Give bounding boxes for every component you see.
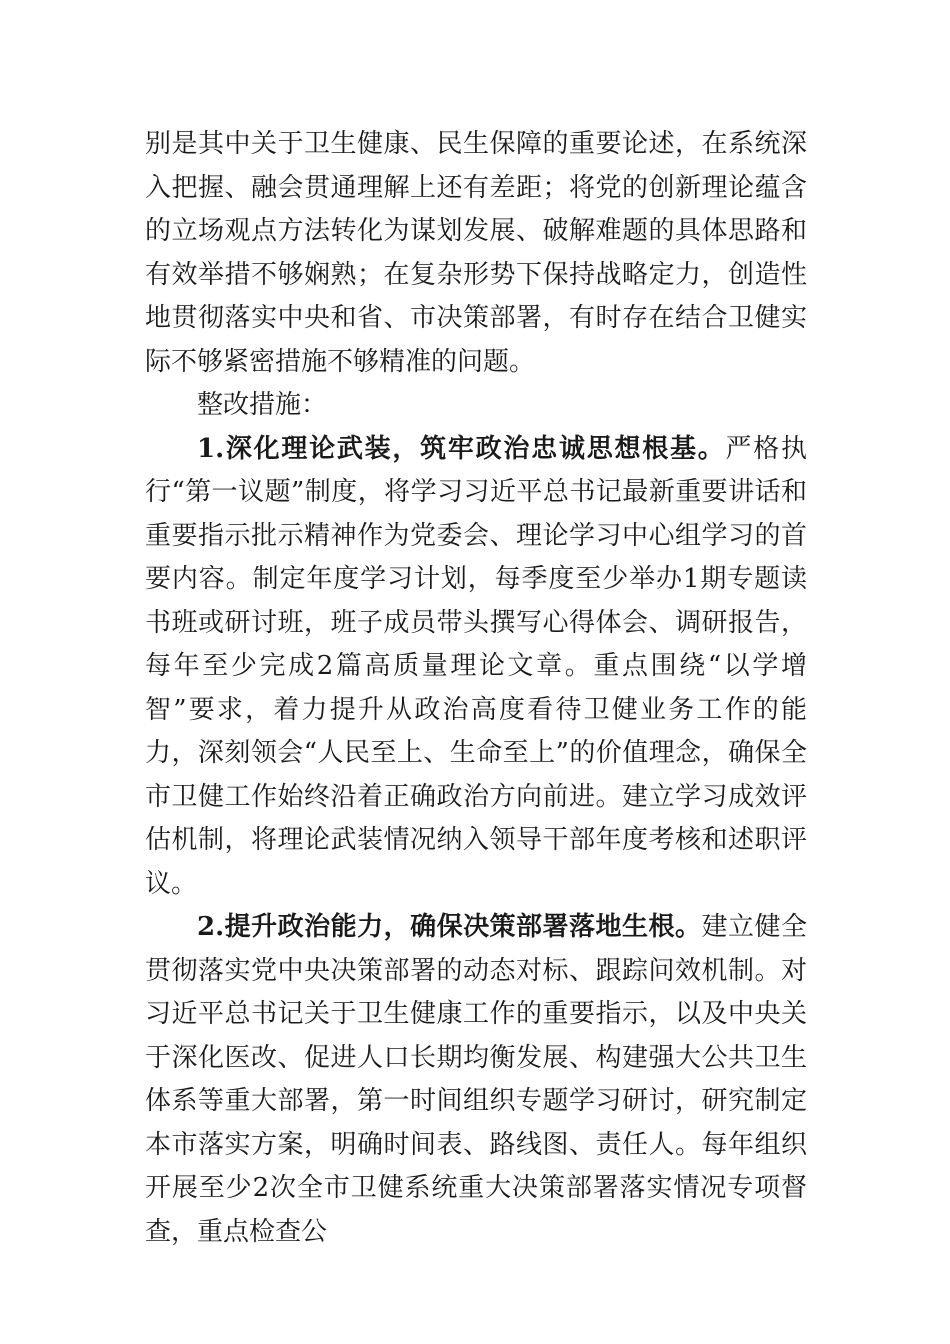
measure-item-1	[145, 428, 807, 907]
measures-label: 整改措施：	[197, 390, 328, 420]
measure-item-1-heading: 1.深化理论武装，筑牢政治忠诚思想根基。	[197, 433, 726, 464]
continued-paragraph: 别是其中关于卫生健康、民生保障的重要论述，在系统深入把握、融会贯通理解上还有差距；将党的创新理论蕴含的立场观点方法转化为谋划发展、破解难题的具体思路和有效举措不够娴熟；在复杂形势下保持战略定力，创造性地贯彻落实中央和省、市决策部署，有时存在结合卫健实际不够紧密措施不够精准的问题。	[145, 129, 807, 377]
measure-item-2-text: 建立健全贯彻落实党中央决策部署的动态对标、跟踪问效机制。对习近平总书记关于卫生健康工作的重要指示，以及中央关于深化医改、促进人口长期均衡发展、构建强大公共卫生体系等重大部署，第一时间组织专题学习研讨，研究制定本市落实方案，明确时间表、路线图、责任人。每年组织开展至少2次全市卫健系统重大决策部署落实情况专项督查，重点检查公	[145, 912, 807, 1247]
measure-item-2	[145, 906, 807, 1254]
measure-item-1-text: 严格执行“第一议题”制度，将学习习近平总书记最新重要讲话和重要指示批示精神作为党委会、理论学习中心组学习的首要内容。制定年度学习计划，每季度至少举办1期专题读书班或研讨班，班子成员带头撰写心得体会、调研报告，每年至少完成2篇高质量理论文章。重点围绕“以学增智”要求，着力提升从政治高度看待卫健业务工作的能力，深刻领会“人民至上、生命至上”的价值理念，确保全市卫健工作始终沿着正确政治方向前进。建立学习成效评估机制，将理论武装情况纳入领导干部年度考核和述职评议。	[145, 433, 807, 899]
measure-item-2-heading: 2.提升政治能力，确保决策部署落地生根。	[197, 912, 702, 942]
document-body	[145, 123, 807, 1254]
